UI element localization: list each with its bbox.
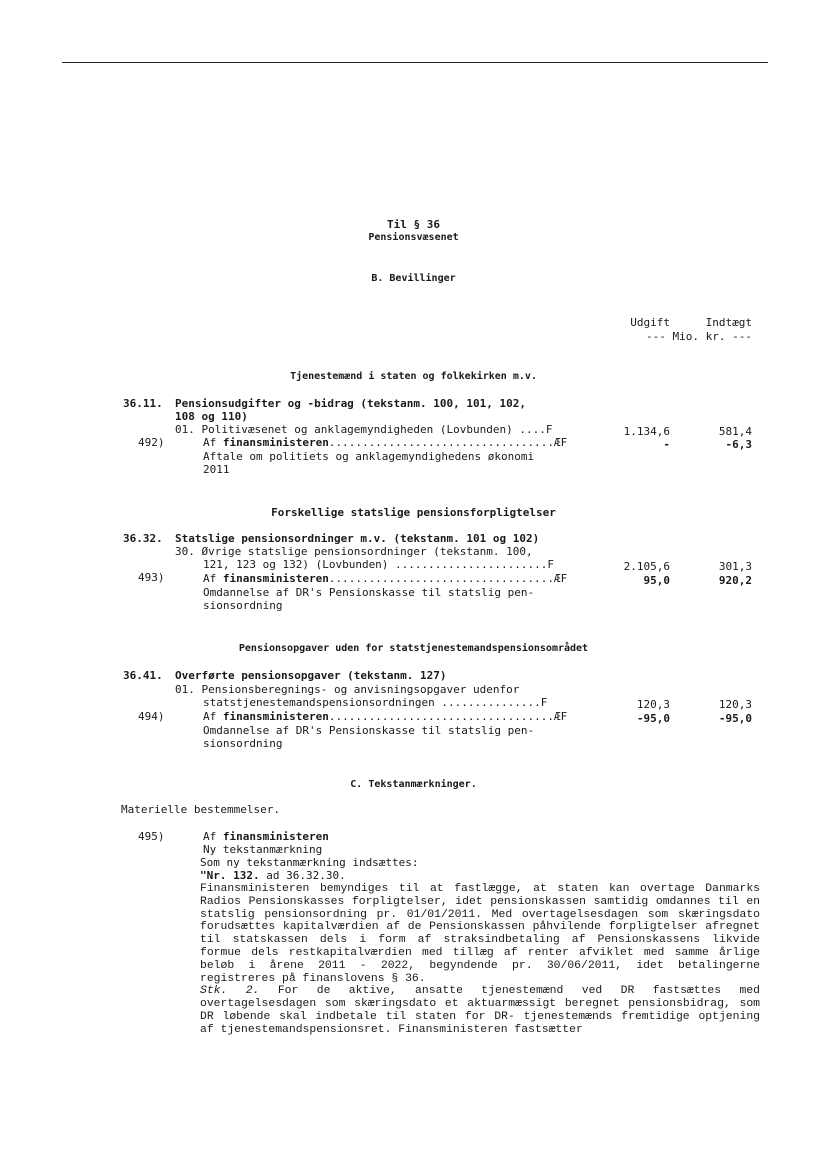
stk-2-label: Stk. 2.: [200, 985, 260, 998]
value-indtaegt-3641-01: 120,3: [718, 698, 752, 711]
amendment-line-492: [203, 436, 567, 449]
amendment-line-494: [203, 710, 567, 723]
value-indtaegt-3632-30: 301,3: [718, 560, 752, 573]
amendment-line-493: [203, 572, 567, 585]
value-udgift-3611-01: 1.134,6: [623, 425, 670, 438]
group-heading-tjenestemaend: Tjenestemænd i staten og folkekirken m.v.: [290, 371, 537, 382]
som-ny-tekstanmaerkning: Som ny tekstanmærkning indsættes:: [200, 856, 419, 869]
note-number-492: 492): [138, 436, 165, 449]
account-title-3632: Statslige pensionsordninger m.v. (tekstanm. 101 og 102): [175, 532, 540, 545]
description-494-cont: sionsordning: [203, 737, 283, 750]
paragraph-1: Finansministeren bemyndiges til at fastlægge, at staten kan overtage Danmarks Radios Pensionskasses forpligtelser, idet pensionskassen samtidig omdannes til en statslig pensionsordning pr. 01/01/2011. Med overtagelsesdagen som skæringsdato forudsættes kapitalværdien af de Pensionskassen påhvilende forpligtelser afregnet til statskassen dels i form af straksindbetaling af Pensionskassens likvide formue dels restkapitalværdien med tillæg af renter afviklet med samme årlige beløb i årene 2011 - 2022, begyndende pr. 30/06/2011, idet betalingerne registreres på finanslovens § 36.: [200, 883, 760, 985]
af-label: Af: [203, 572, 223, 585]
page-title: Til § 36: [387, 218, 440, 231]
column-header-unit: --- Mio. kr. ---: [646, 330, 752, 343]
description-492-cont: 2011: [203, 463, 230, 476]
value-udgift-493: 95,0: [643, 574, 670, 587]
item-politivaesenet: 01. Politivæsenet og anklagemyndigheden (Lovbunden) ....F: [175, 423, 553, 436]
value-indtaegt-3611-01: 581,4: [718, 425, 752, 438]
materielle-bestemmelser: Materielle bestemmelser.: [121, 803, 280, 816]
item-pensionsberegning: 01. Pensionsberegnings- og anvisningsopgaver udenfor: [175, 683, 520, 696]
value-udgift-3641-01: 120,3: [636, 698, 670, 711]
section-c-heading: C. Tekstanmærkninger.: [350, 779, 477, 790]
column-header-udgift: Udgift: [630, 316, 670, 329]
paragraph-2: [200, 985, 760, 1036]
group-heading-pensionsopgaver: Pensionsopgaver uden for statstjenestemandspensionsområdet: [238, 643, 589, 654]
paragraph-2-text: For de aktive, ansatte tjenestemænd ved DR fastsættes med overtagelsesdagen som skæringsdato et aktuarmæssigt beregnet pensionsbidrag, som DR løbende skal indbetale til staten for DR- tjenestemænds fremtidige optjening af tjenestemandspensionsret. Finansministeren fastsætter: [200, 985, 760, 1036]
note-number-493: 493): [138, 571, 165, 584]
account-title-3611-cont: 108 og 110): [175, 410, 248, 423]
note-number-494: 494): [138, 710, 165, 723]
leader-dots: ..................................ÆF: [328, 572, 568, 585]
ny-tekstanmaerkning: Ny tekstanmærkning: [203, 843, 323, 856]
af-label: Af: [203, 436, 223, 449]
item-oevrige: 30. Øvrige statslige pensionsordninger (tekstanm. 100,: [175, 545, 533, 558]
leader-dots: ..................................ÆF: [328, 710, 568, 723]
leader-dots: ..................................ÆF: [328, 436, 568, 449]
note-number-495: 495): [138, 830, 165, 843]
value-udgift-494: -95,0: [636, 712, 670, 725]
finansministeren-label: finansministeren: [222, 830, 329, 843]
account-title-3641: Overførte pensionsopgaver (tekstanm. 127): [175, 669, 447, 682]
column-header-indtaegt: Indtægt: [705, 316, 752, 329]
description-493-cont: sionsordning: [203, 599, 283, 612]
nr-132-ref: ad 36.32.30.: [259, 869, 346, 882]
page-subtitle: Pensionsvæsenet: [368, 232, 459, 243]
value-udgift-3632-30: 2.105,6: [623, 560, 670, 573]
nr-132-line: [200, 869, 346, 882]
section-b-heading: B. Bevillinger: [371, 273, 456, 284]
value-indtaegt-492: -6,3: [725, 438, 752, 451]
item-pensionsberegning-cont: statstjenestemandspensionsordningen ...............F: [203, 696, 548, 709]
header-rule: [62, 62, 768, 63]
value-indtaegt-494: -95,0: [718, 712, 752, 725]
account-title-3611: Pensionsudgifter og -bidrag (tekstanm. 100, 101, 102,: [175, 397, 526, 410]
finansministeren-label: finansministeren: [222, 436, 329, 449]
account-code-3632: 36.32.: [123, 532, 163, 545]
account-code-3611: 36.11.: [123, 397, 163, 410]
value-indtaegt-493: 920,2: [718, 574, 752, 587]
value-udgift-492: -: [663, 438, 670, 451]
af-label: Af: [203, 710, 223, 723]
description-493: Omdannelse af DR's Pensionskasse til statslig pen-: [203, 586, 535, 599]
description-492: Aftale om politiets og anklagemyndighedens økonomi: [203, 450, 535, 463]
finansministeren-label: finansministeren: [222, 710, 329, 723]
af-label: Af: [203, 830, 223, 843]
group-heading-forskellige: Forskellige statslige pensionsforpligtelser: [271, 506, 556, 519]
nr-132-label: "Nr. 132.: [200, 869, 260, 882]
amendment-line-495: [203, 830, 329, 843]
account-code-3641: 36.41.: [123, 669, 163, 682]
item-oevrige-cont: 121, 123 og 132) (Lovbunden) .......................F: [203, 558, 554, 571]
description-494: Omdannelse af DR's Pensionskasse til statslig pen-: [203, 724, 535, 737]
finansministeren-label: finansministeren: [222, 572, 329, 585]
text-note-body: [200, 883, 760, 1037]
